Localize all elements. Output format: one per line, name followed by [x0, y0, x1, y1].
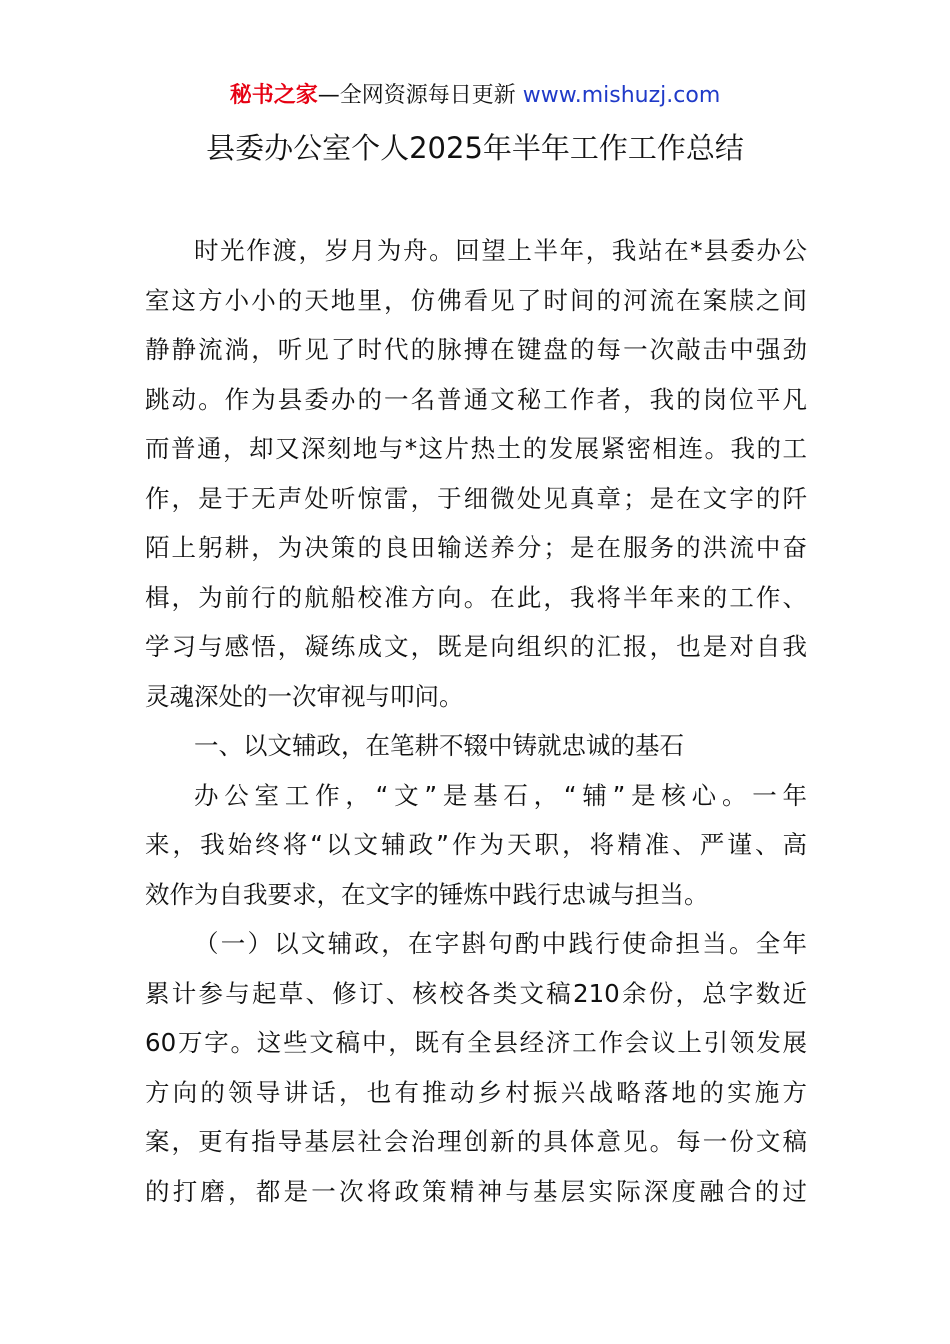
text-line: 一、以文辅政，在笔耕不辍中铸就忠诚的基石 [194, 731, 684, 760]
section-heading-1 [145, 721, 807, 771]
text-line: 的打磨，都是一次将政策精神与基层实际深度融合的过 [145, 1176, 807, 1206]
document-title: 县委办公室个人2025年半年工作工作总结 [206, 131, 744, 165]
site-url[interactable]: www.mishuzj.com [522, 83, 721, 108]
text-line: 时光作渡，岁月为舟。回望上半年，我站在*县委办公 [194, 236, 807, 265]
text-line: 办公室工作，“文”是基石，“辅”是核心。一年 [194, 780, 807, 810]
text-line: 静静流淌，听见了时代的脉搏在键盘的每一次敲击中强劲 [145, 335, 807, 364]
paragraph-intro [145, 226, 807, 721]
document-body [145, 226, 807, 1216]
paragraph-subsection-1 [145, 919, 807, 1216]
text-line: 灵魂深处的一次审视与叩问。 [145, 681, 464, 711]
text-line: 跳动。作为县委办的一名普通文秘工作者，我的岗位平凡 [145, 384, 807, 414]
text-line: 效作为自我要求，在文字的锤炼中践行忠诚与担当。 [145, 879, 709, 909]
header-tagline: —全网资源每日更新 [317, 83, 516, 108]
brand-name: 秘书之家 [229, 83, 318, 108]
site-header [0, 80, 950, 112]
paragraph-section-1 [145, 771, 807, 920]
text-line: 而普通，却又深刻地与*这片热土的发展紧密相连。我的工 [145, 434, 807, 463]
text-line: 楫，为前行的航船校准方向。在此，我将半年来的工作、 [145, 582, 807, 612]
text-line: 案，更有指导基层社会治理创新的具体意见。每一份文稿 [145, 1127, 807, 1156]
text-line: 陌上躬耕，为决策的良田输送养分；是在服务的洪流中奋 [145, 533, 807, 562]
text-line: （一）以文辅政，在字斟句酌中践行使命担当。全年 [194, 929, 807, 958]
text-line: 累计参与起草、修订、核校各类文稿210余份，总字数近 [145, 978, 807, 1008]
text-line: 室这方小小的天地里，仿佛看见了时间的河流在案牍之间 [145, 285, 807, 315]
text-line: 60万字。这些文稿中，既有全县经济工作会议上引领发展 [145, 1028, 807, 1057]
text-line: 来，我始终将“以文辅政”作为天职，将精准、严谨、高 [145, 830, 807, 859]
text-line: 学习与感悟，凝练成文，既是向组织的汇报，也是对自我 [145, 632, 807, 661]
text-line: 方向的领导讲话，也有推动乡村振兴战略落地的实施方 [145, 1077, 807, 1107]
text-line: 作，是于无声处听惊雷，于细微处见真章；是在文字的阡 [145, 483, 807, 513]
